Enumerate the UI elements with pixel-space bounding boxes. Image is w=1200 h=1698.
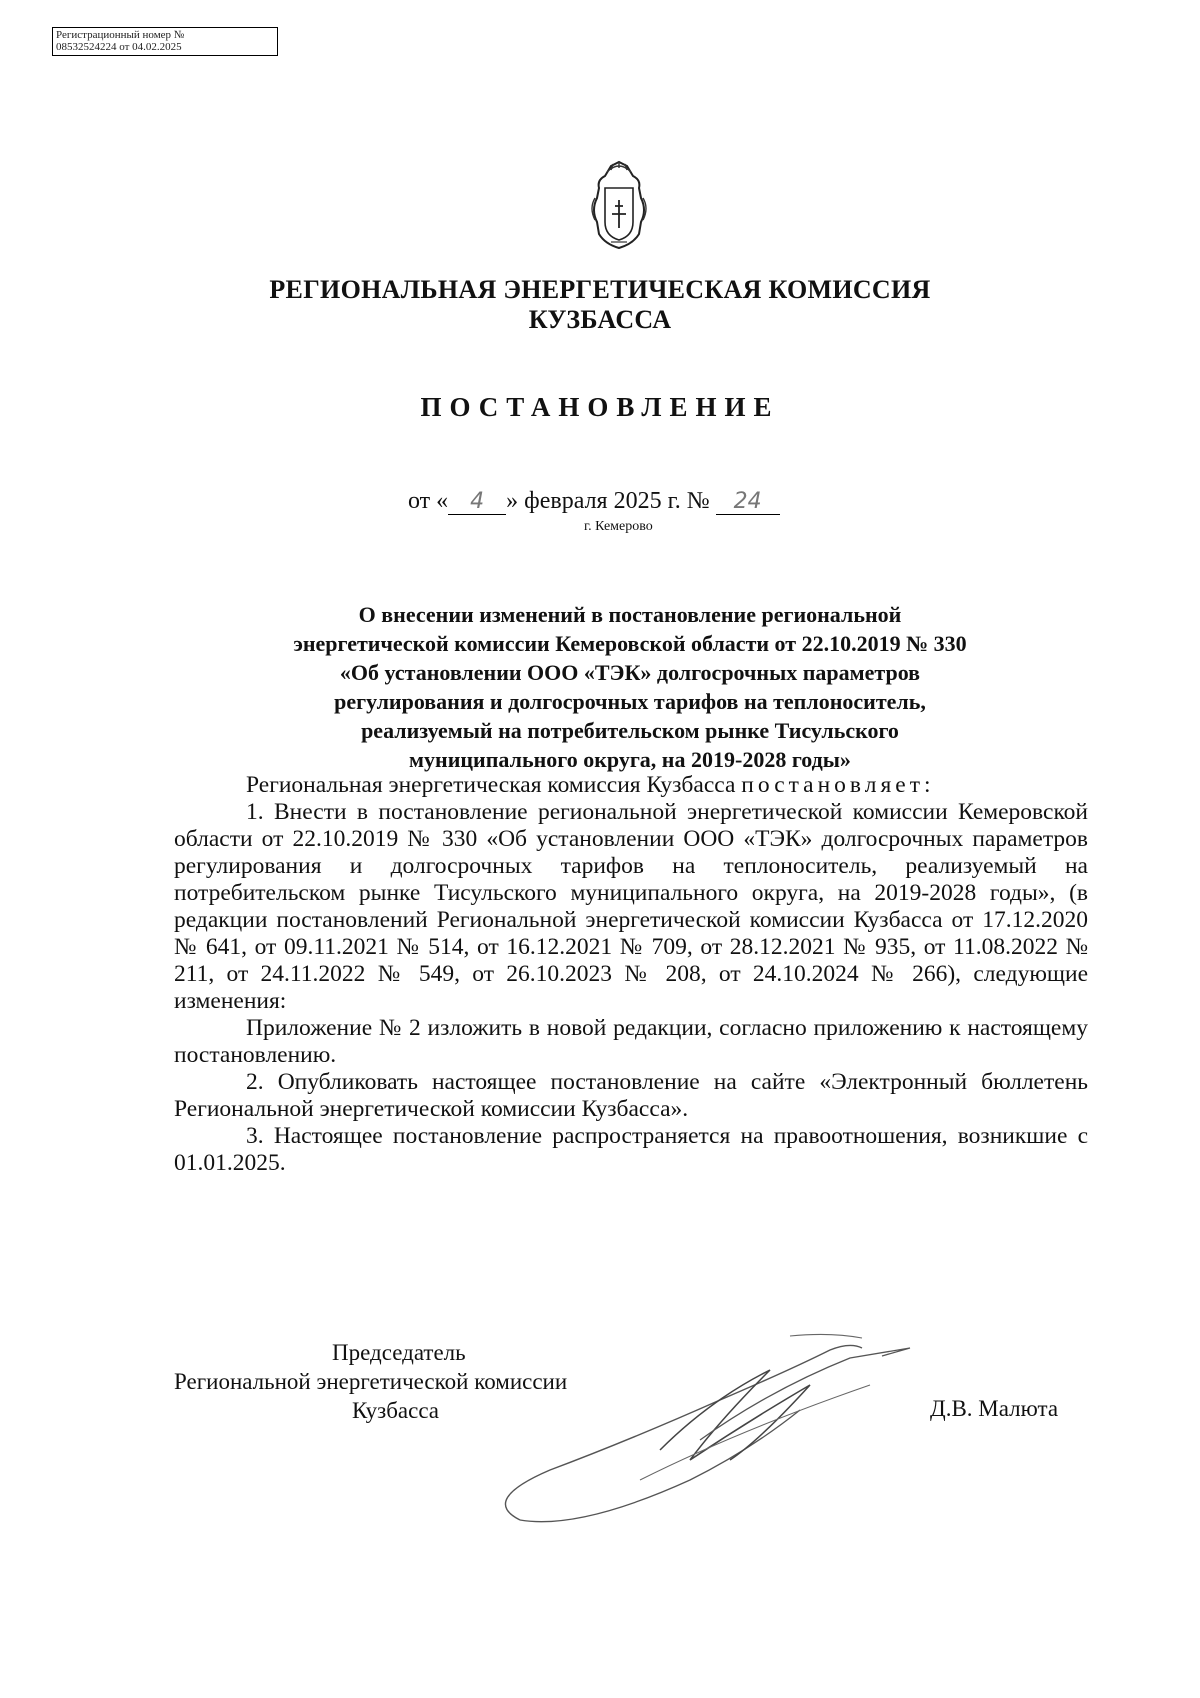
handwritten-number: 24 [716, 490, 780, 515]
subject-line: энергетической комиссии Кемеровской области от 22.10.2019 № 330 [293, 631, 967, 656]
paragraph-1: 1. Внести в постановление региональной энергетической комиссии Кемеровской области от 22.10.2019 № 330 «Об установлении ООО «ТЭК» долгосрочных параметров регулирования и долгосрочных тарифов на теплоноситель, реализуемый на потребительском рынке Тисульского муниципального округа, на 2019-2028 годы», (в редакции постановлений Региональной энергетической комиссии Кузбасса от 17.12.2020 № 641, от 09.11.2021 № 514, от 16.12.2021 № 709, от 28.12.2021 № 935, от 11.08.2022 № 211, от 24.11.2022 № 549, от 26.10.2023 № 208, от 24.10.2024 № 266), следующие изменения: [174, 799, 1088, 1014]
city-label: г. Кемерово [584, 519, 653, 534]
paragraph-1a: Приложение № 2 изложить в новой редакции, согласно приложению к настоящему постановлению. [174, 1015, 1088, 1068]
organization-name-line-2: КУЗБАССА [528, 305, 672, 334]
paragraph-2: 2. Опубликовать настоящее постановление на сайте «Электронный бюллетень Региональной энергетической комиссии Кузбасса». [174, 1069, 1088, 1122]
registration-line-2: 08532524224 от 04.02.2025 [56, 41, 182, 53]
subject-line: О внесении изменений в постановление региональной [358, 602, 902, 627]
intro-verb: постановляет: [741, 772, 935, 798]
subject-line: регулирования и долгосрочных тарифов на теплоноситель, [334, 689, 926, 714]
subject-line: муниципального округа, на 2019-2028 годы» [409, 747, 851, 772]
subject-line: реализуемый на потребительском рынке Тисульского [361, 718, 899, 743]
paragraph-3: 3. Настоящее постановление распространяется на правоотношения, возникшие с 01.01.2025. [174, 1123, 1088, 1176]
organization-name-line-1: РЕГИОНАЛЬНАЯ ЭНЕРГЕТИЧЕСКАЯ КОМИССИЯ [269, 275, 931, 304]
date-line [408, 488, 780, 515]
signatory-title-line-2: Региональной энергетической комиссии [174, 1369, 568, 1394]
subject-heading [190, 600, 1070, 774]
subject-line: «Об установлении ООО «ТЭК» долгосрочных параметров [339, 660, 921, 685]
kuzbass-coat-of-arms-icon [585, 158, 653, 250]
handwritten-signature [490, 1330, 950, 1540]
document-type-title: ПОСТАНОВЛЕНИЕ [420, 392, 780, 422]
signatory-title-line-3: Кузбасса [352, 1398, 440, 1423]
date-prefix: от « [408, 488, 449, 514]
intro-text: Региональная энергетическая комиссия Кузбасса [246, 772, 736, 798]
registration-line-1: Регистрационный номер № [56, 29, 185, 41]
signatory-name: Д.В. Малюта [930, 1396, 1059, 1421]
signatory-title-line-1: Председатель [332, 1340, 466, 1365]
handwritten-day: 4 [448, 490, 506, 515]
intro-paragraph [174, 772, 1088, 799]
date-middle: » февраля 2025 г. № [506, 488, 710, 514]
registration-stamp [52, 27, 278, 56]
document-body [174, 772, 1088, 1177]
